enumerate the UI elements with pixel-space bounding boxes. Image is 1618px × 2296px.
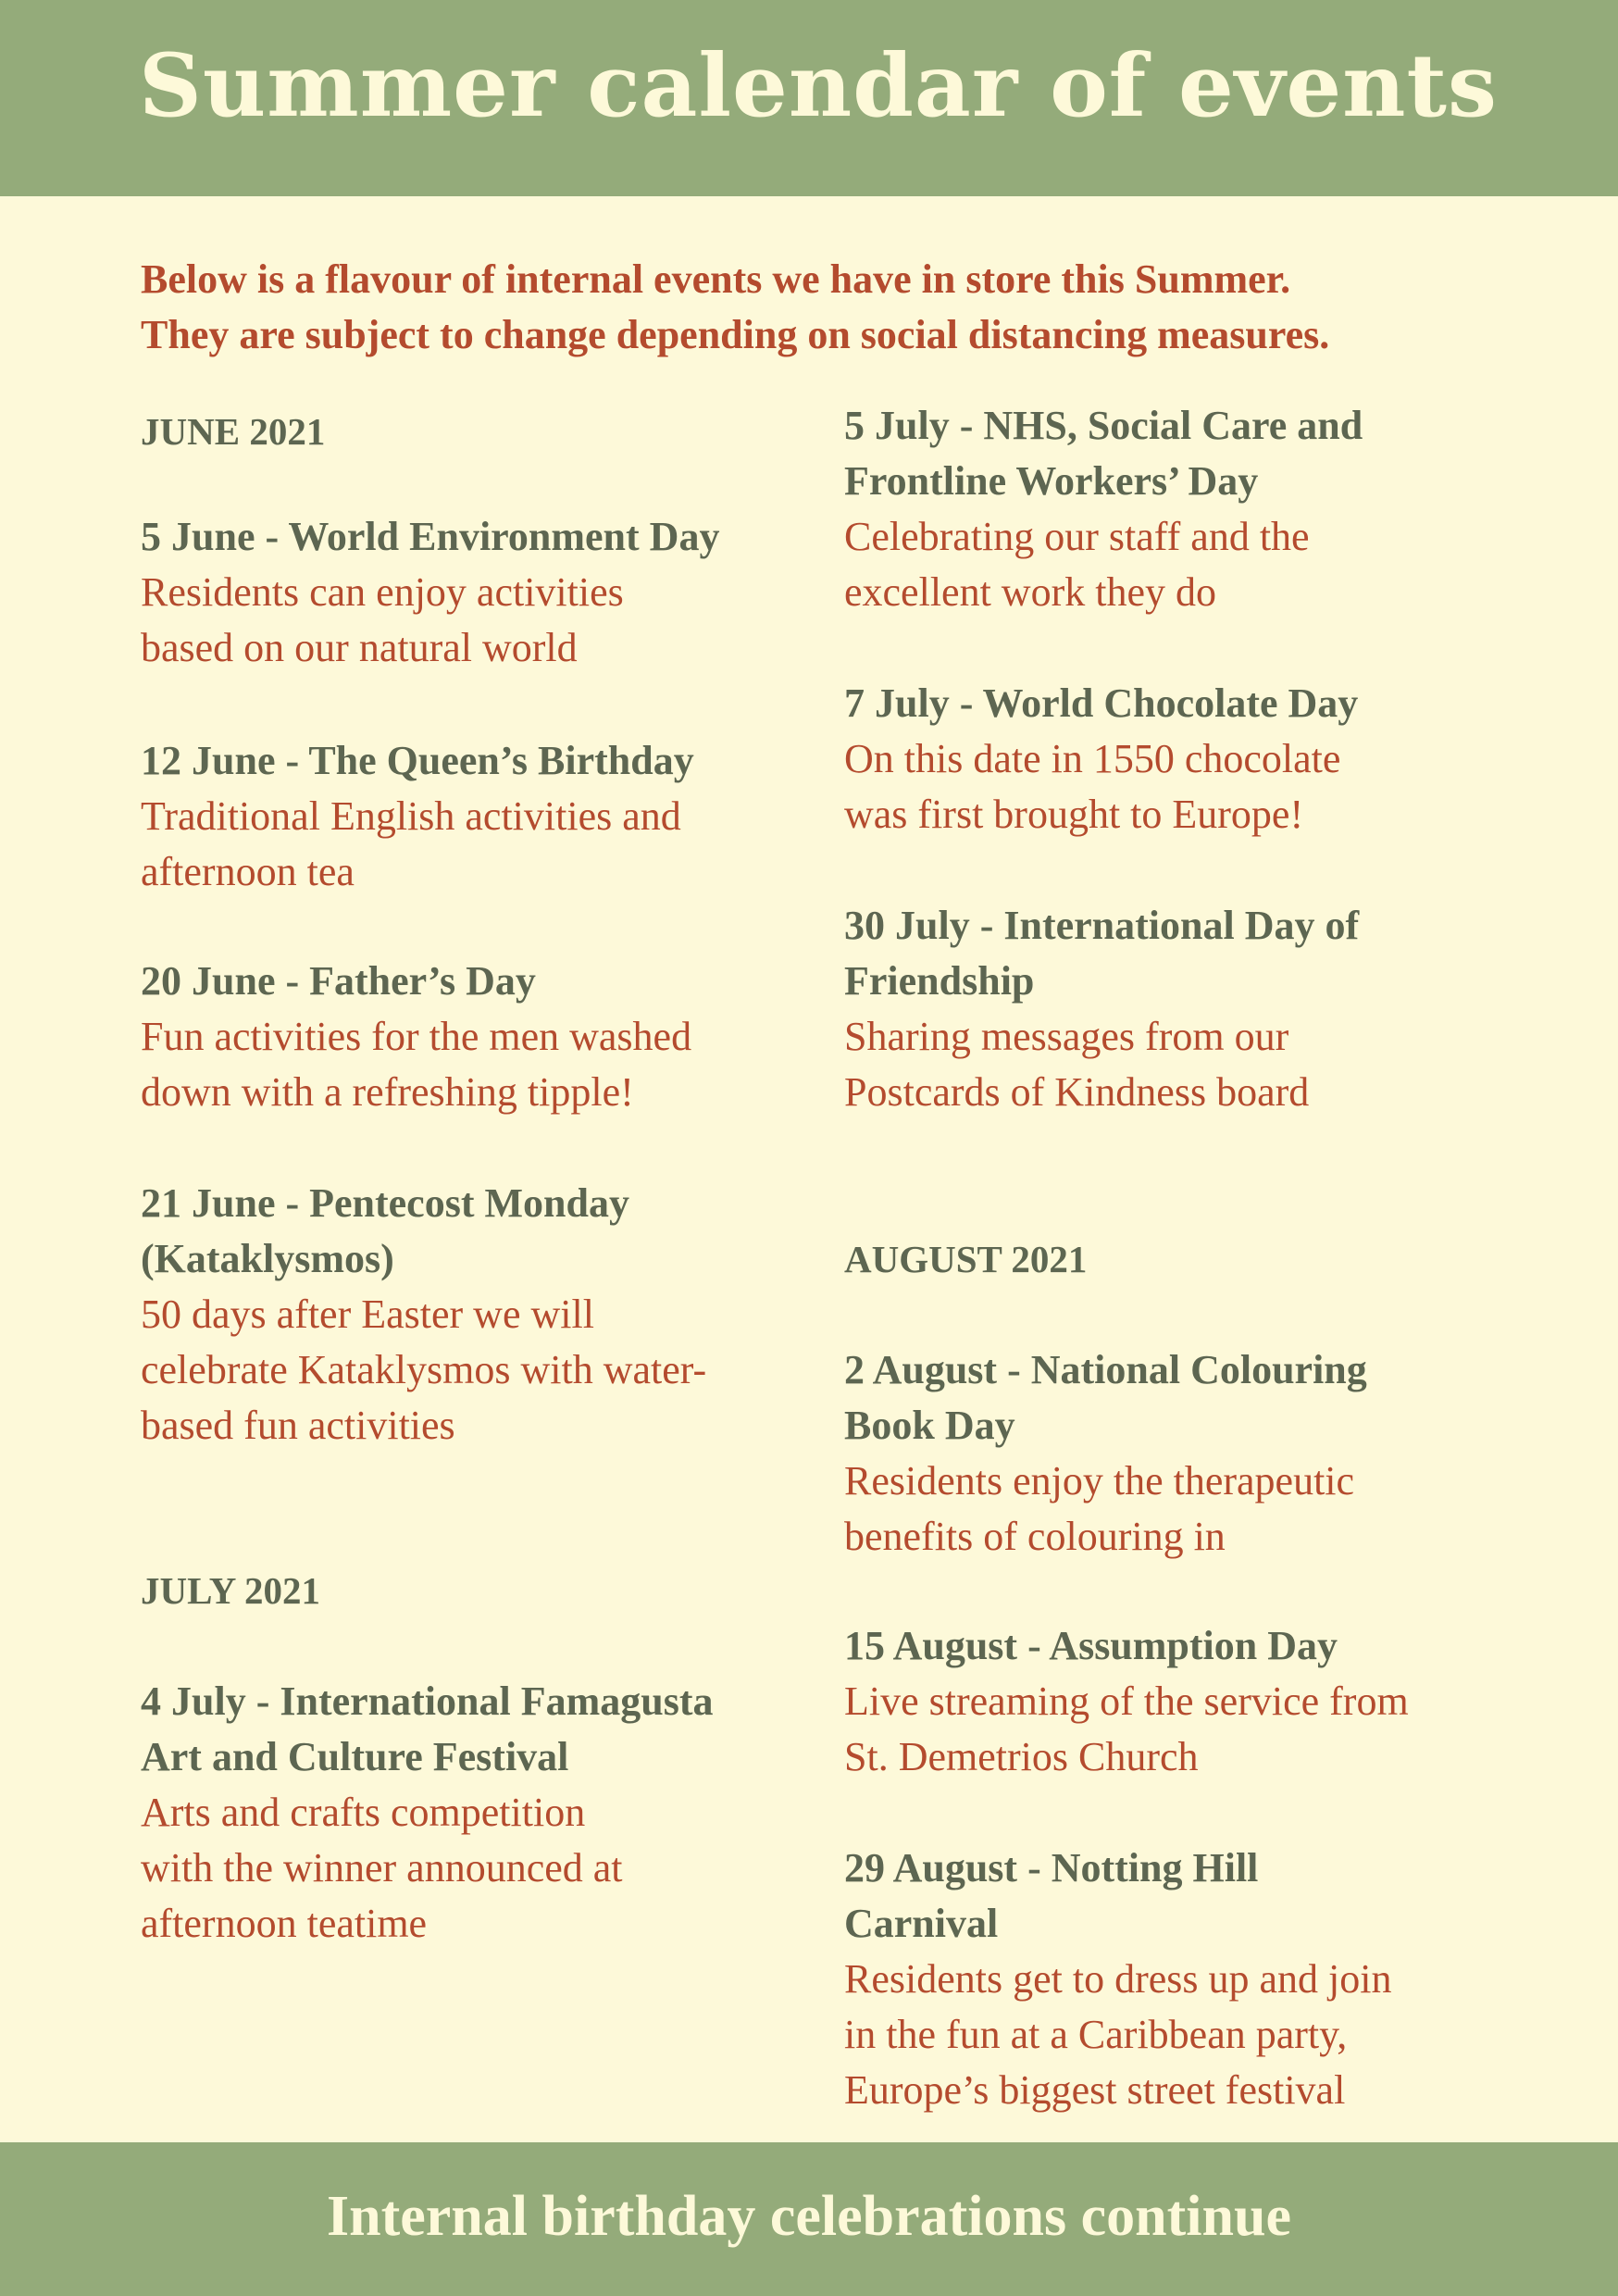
event-title: 29 August - Notting Hill Carnival [844,1845,1259,1946]
event-title: 12 June - The Queen’s Birthday [141,738,694,783]
event-description: Fun activities for the men washed down with a refreshing tipple! [141,1014,692,1115]
event-description: Traditional English activities and afternoon tea [141,793,681,894]
event-description: Arts and crafts competition with the winner announced at afternoon teatime [141,1790,623,1946]
event-description: Residents enjoy the therapeutic benefits of colouring in [844,1458,1355,1559]
event-item [844,676,1492,842]
event-title: 15 August - Assumption Day [844,1623,1338,1668]
event-title: 20 June - Father’s Day [141,958,536,1004]
event-description: Sharing messages from our Postcards of Kindness board [844,1014,1310,1115]
event-description: Residents can enjoy activities based on our natural world [141,569,624,670]
event-title: 4 July - International Famagusta Art and Culture Festival [141,1678,714,1779]
month-heading-july: JULY 2021 [141,1569,321,1612]
event-item [844,398,1492,620]
event-title: 21 June - Pentecost Monday (Kataklysmos) [141,1180,629,1281]
event-title: 5 June - World Environment Day [141,514,720,559]
event-item [844,1618,1492,1785]
event-title: 2 August - National Colouring Book Day [844,1347,1367,1448]
month-heading-june: JUNE 2021 [141,410,326,453]
event-item [844,1342,1492,1565]
event-item [844,898,1492,1120]
event-description: Celebrating our staff and the excellent work they do [844,514,1310,615]
event-description: Live streaming of the service from St. Demetrios Church [844,1678,1409,1779]
event-item [141,954,789,1120]
event-item [141,1176,789,1454]
header-banner [0,0,1618,196]
footer-banner [0,2142,1618,2296]
event-item [141,509,789,676]
event-title: 7 July - World Chocolate Day [844,680,1359,726]
intro-line: Below is a flavour of internal events we have in store this Summer. [141,256,1291,302]
event-description: Residents get to dress up and join in the fun at a Caribbean party, Europe’s biggest street festival [844,1956,1392,2113]
event-item [141,1674,789,1952]
page-title: Summer calendar of events [139,35,1498,137]
month-heading-august: AUGUST 2021 [844,1238,1088,1280]
event-title: 5 July - NHS, Social Care and Frontline Workers’ Day [844,403,1363,504]
event-item [844,1841,1492,2118]
event-description: 50 days after Easter we will celebrate Kataklysmos with water- based fun activities [141,1292,707,1448]
intro-text [141,252,1492,363]
event-description: On this date in 1550 chocolate was first brought to Europe! [844,736,1341,837]
intro-line: They are subject to change depending on social distancing measures. [141,312,1330,357]
event-title: 30 July - International Day of Friendship [844,903,1360,1004]
footer-text: Internal birthday celebrations continue [327,2185,1291,2248]
event-item [141,733,789,900]
